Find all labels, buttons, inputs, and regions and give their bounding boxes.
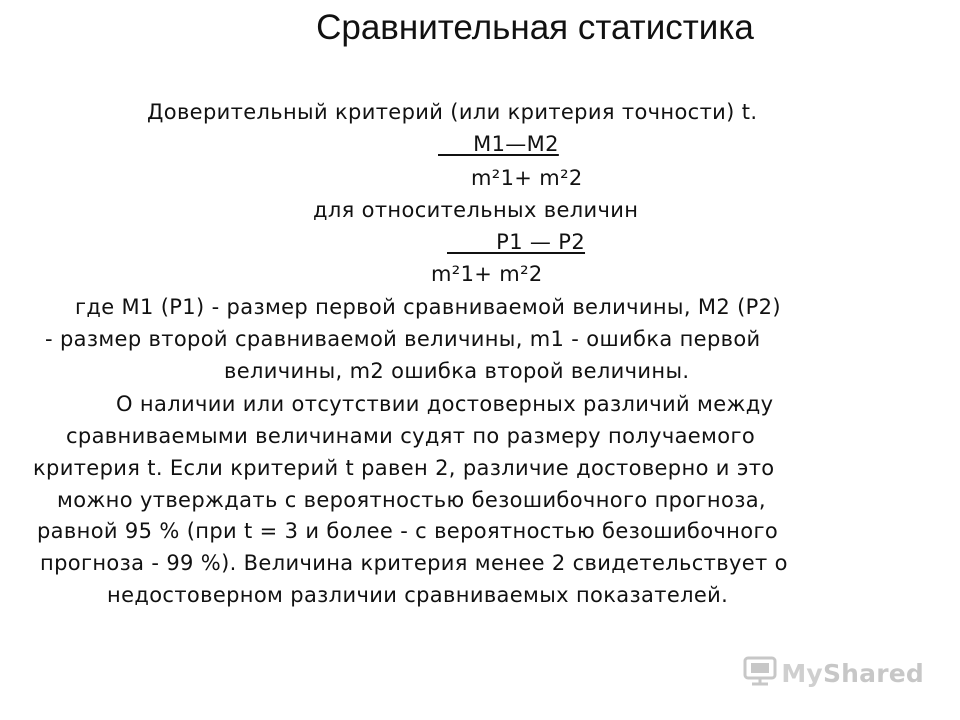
text-line: сравниваемыми величинами судят по размеру получаемого xyxy=(66,424,756,448)
text-line: Доверительный критерий (или критерия точности) t. xyxy=(147,100,758,124)
text-line: прогноза - 99 %). Величина критерия менее 2 свидетельствует о xyxy=(40,551,788,575)
text-line: - размер второй сравниваемой величины, m1 - ошибка первой xyxy=(45,327,761,351)
text-line: равной 95 % (при t = 3 и более - с вероятностью безошибочного xyxy=(37,519,779,543)
formula-denominator-mean: m²1+ m²2 xyxy=(471,166,583,190)
text-line: критерия t. Если критерий t равен 2, различие достоверно и это xyxy=(33,456,775,480)
text-line: О наличии или отсутствии достоверных различий между xyxy=(116,392,774,416)
text-line: недостоверном различии сравниваемых показателей. xyxy=(107,583,729,607)
watermark-text: MyShared xyxy=(781,658,924,688)
formula-numerator-mean: M1—M2 xyxy=(438,132,559,156)
projector-icon xyxy=(743,656,777,690)
text-line: величины, m2 ошибка второй величины. xyxy=(224,359,690,383)
formula-denominator-relative: m²1+ m²2 xyxy=(431,262,543,286)
text-line: для относительных величин xyxy=(313,198,639,222)
text-line: где M1 (P1) - размер первой сравниваемой величины, M2 (P2) xyxy=(75,295,781,319)
formula-numerator-relative: P1 — P2 xyxy=(447,230,586,254)
text-line: можно утверждать с вероятностью безошибочного прогноза, xyxy=(57,488,766,512)
myshared-watermark xyxy=(743,656,924,690)
slide-title: Сравнительная статистика xyxy=(316,8,754,47)
